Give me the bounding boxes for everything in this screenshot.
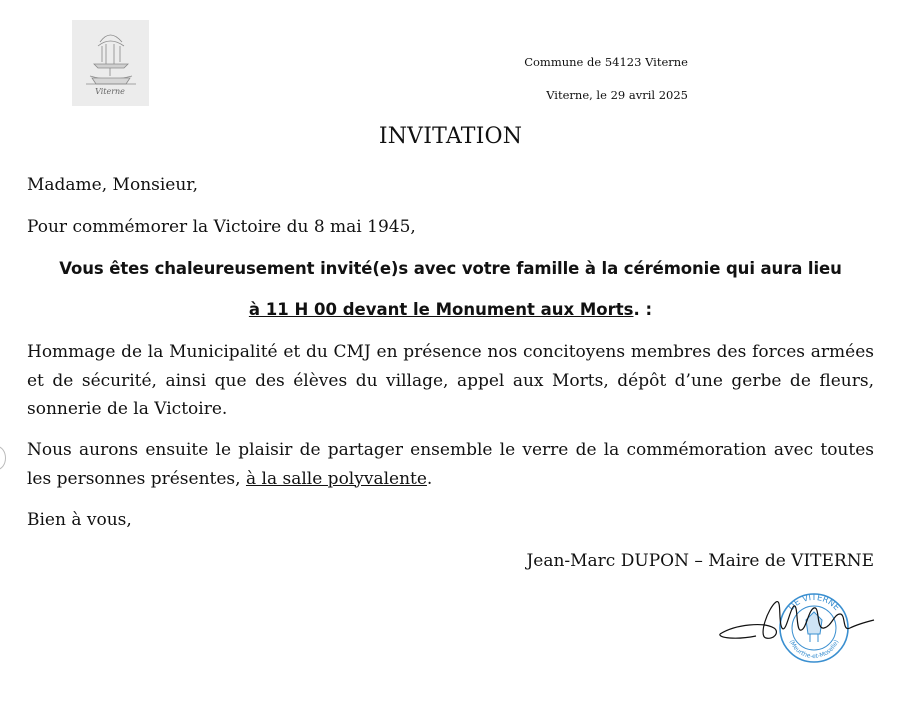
logo-caption: Viterne (95, 87, 125, 96)
stamp-bottom-text: (Meurthe-et-Moselle) (787, 639, 841, 661)
closing-line: Bien à vous, (27, 510, 132, 530)
time-and-place (27, 296, 874, 325)
reception-end: . (426, 468, 433, 489)
signatory-name: Jean-Marc DUPON – Maire de VITERNE (526, 551, 874, 571)
commune-address: Commune de 54123 Viterne (524, 55, 688, 69)
svg-text:DE VITERNE (787, 593, 842, 613)
page-edge-mark (0, 446, 6, 470)
intro-line: Pour commémorer la Victoire du 8 mai 1945, (27, 217, 416, 237)
invitation-statement: Vous êtes chaleureusement invité(e)s avec votre famille à la cérémonie qui aura lieu (59, 259, 842, 278)
reception-text: Nous aurons ensuite le plaisir de partager ensemble le verre de la commémoration avec toutes les personnes présentes, (27, 440, 874, 489)
place-and-date: Viterne, le 29 avril 2025 (546, 88, 688, 102)
time-place-underlined: à 11 H 00 devant le Monument aux Morts (248, 300, 634, 319)
reception-paragraph (27, 436, 874, 493)
village-logo (72, 20, 149, 106)
program-paragraph: Hommage de la Municipalité et du CMJ en présence nos concitoyens membres des forces armées et de sécurité, ainsi que des élèves du village, appel aux Morts, dépôt d’une gerbe de fleurs, sonnerie de la Victoire. (27, 342, 874, 419)
official-stamp-icon (716, 588, 876, 668)
venue-underlined: à la salle polyvalente (245, 468, 427, 489)
time-place-suffix: . : (633, 300, 653, 319)
stamp-top-text: DE VITERNE (786, 592, 842, 613)
mayor-signature-and-stamp (716, 588, 876, 668)
document-title: INVITATION (378, 124, 523, 149)
fountain-emblem-icon (72, 20, 149, 106)
salutation: Madame, Monsieur, (27, 175, 198, 195)
